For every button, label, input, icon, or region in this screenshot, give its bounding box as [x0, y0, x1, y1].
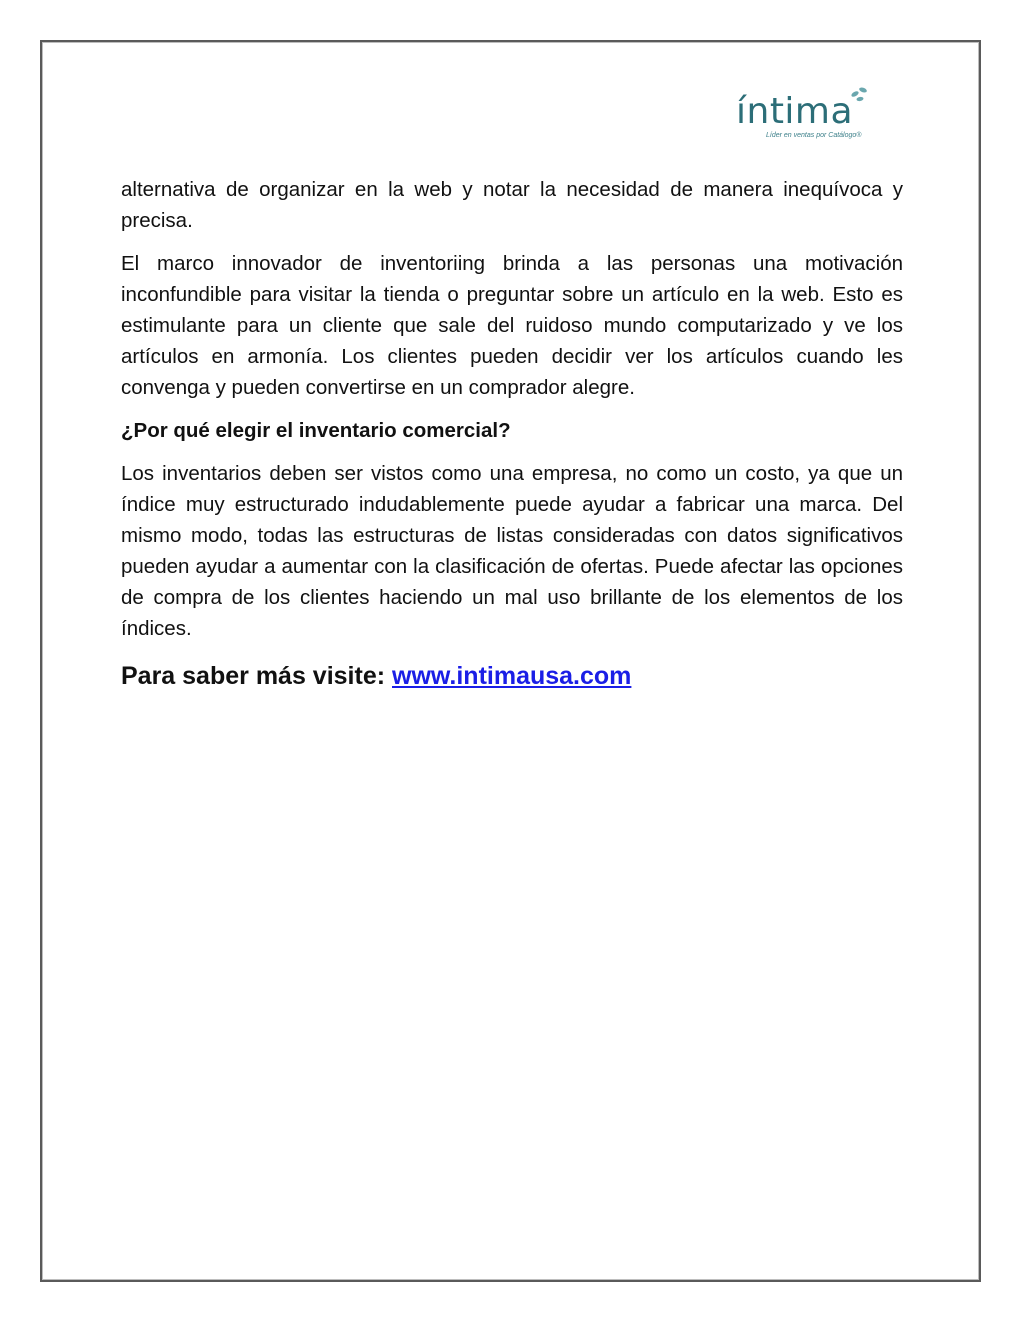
call-to-action [121, 658, 903, 694]
logo-tagline: Líder en ventas por Catálogo® [766, 132, 862, 139]
brand-logo [714, 80, 904, 160]
logo-wordmark: íntima [736, 91, 854, 132]
paragraph-intro: alternativa de organizar en la web y notar la necesidad de manera inequívoca y precisa. [121, 178, 903, 232]
cta-label: Para saber más visite: [121, 662, 392, 690]
paragraph-inventories: Los inventarios deben ser vistos como una empresa, no como un costo, ya que un índice muy estructurado indudablemente puede ayudar a fabricar una marca. Del mismo modo, todas las estructuras de listas consideradas con datos significativos pueden ayudar a aumentar con la clasificación de ofertas. Puede afectar las opciones de compra de los clientes haciendo un mal uso brillante de los elementos de los índices. [121, 462, 903, 640]
section-heading: ¿Por qué elegir el inventario comercial? [121, 419, 511, 442]
document-body [121, 174, 903, 706]
paragraph-framework: El marco innovador de inventoriing brinda a las personas una motivación inconfundible para visitar la tienda o preguntar sobre un artículo en la web. Esto es estimulante para un cliente que sale del ruidoso mundo computarizado y ve los artículos en armonía. Los clientes pueden decidir ver los artículos cuando les convenga y pueden convertirse en un comprador alegre. [121, 252, 903, 399]
website-link[interactable]: www.intimausa.com [392, 662, 632, 690]
